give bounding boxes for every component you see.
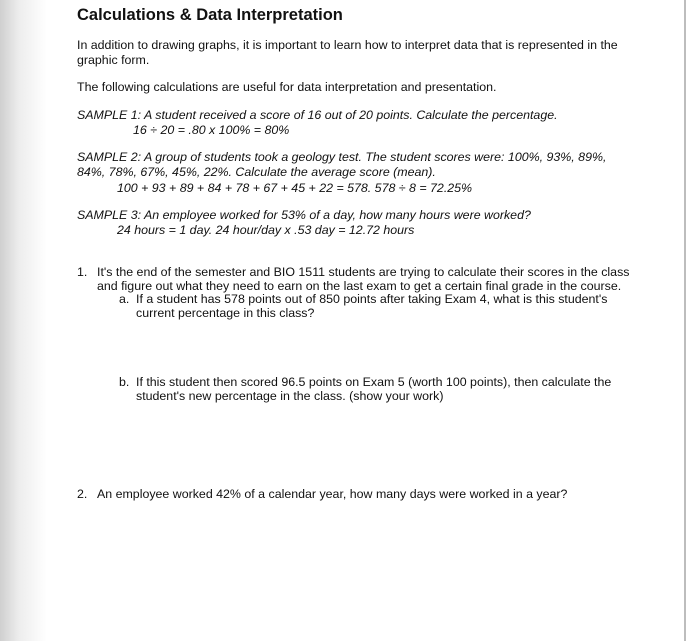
question-1b-line-2: student's new percentage in the class. (show your work) <box>136 389 444 403</box>
intro-line-2: graphic form. <box>77 53 150 67</box>
question-1-number: 1. <box>77 265 88 279</box>
question-1a-label: a. <box>119 292 130 306</box>
sample-1-prompt: SAMPLE 1: A student received a score of 16 out of 20 points. Calculate the percentage. <box>77 108 558 122</box>
page-shadow-left <box>0 0 47 641</box>
sample-2-prompt-line-1: SAMPLE 2: A group of students took a geology test. The student scores were: 100%, 93%, 89%, <box>77 150 607 164</box>
question-1-line-1: It's the end of the semester and BIO 1511 students are trying to calculate their scores in the class <box>97 265 630 279</box>
question-1b-label: b. <box>119 375 130 389</box>
question-2-line-1: An employee worked 42% of a calendar year, how many days were worked in a year? <box>97 487 568 501</box>
sample-2-work: 100 + 93 + 89 + 84 + 78 + 67 + 45 + 22 = 578. 578 ÷ 8 = 72.25% <box>117 181 473 195</box>
sample-3-prompt: SAMPLE 3: An employee worked for 53% of a day, how many hours were worked? <box>77 208 531 222</box>
sample-2-prompt-line-2: 84%, 78%, 67%, 45%, 22%. Calculate the average score (mean). <box>77 165 436 179</box>
lead-sentence: The following calculations are useful for data interpretation and presentation. <box>77 80 497 94</box>
question-1b-line-1: If this student then scored 96.5 points on Exam 5 (worth 100 points), then calculate the <box>136 375 612 389</box>
page-edge-right <box>684 0 686 641</box>
question-1a-line-1: If a student has 578 points out of 850 points after taking Exam 4, what is this student's <box>136 292 608 306</box>
question-2-number: 2. <box>77 487 88 501</box>
intro-line-1: In addition to drawing graphs, it is important to learn how to interpret data that is represented in the <box>77 38 618 52</box>
question-1a-line-2: current percentage in this class? <box>136 306 315 320</box>
question-1-line-2: and figure out what they need to earn on the last exam to get a certain final grade in the course. <box>97 279 622 293</box>
sample-3-work: 24 hours = 1 day. 24 hour/day x .53 day = 12.72 hours <box>117 223 415 237</box>
sample-1-work: 16 ÷ 20 = .80 x 100% = 80% <box>133 123 290 137</box>
page-title: Calculations & Data Interpretation <box>77 6 343 24</box>
